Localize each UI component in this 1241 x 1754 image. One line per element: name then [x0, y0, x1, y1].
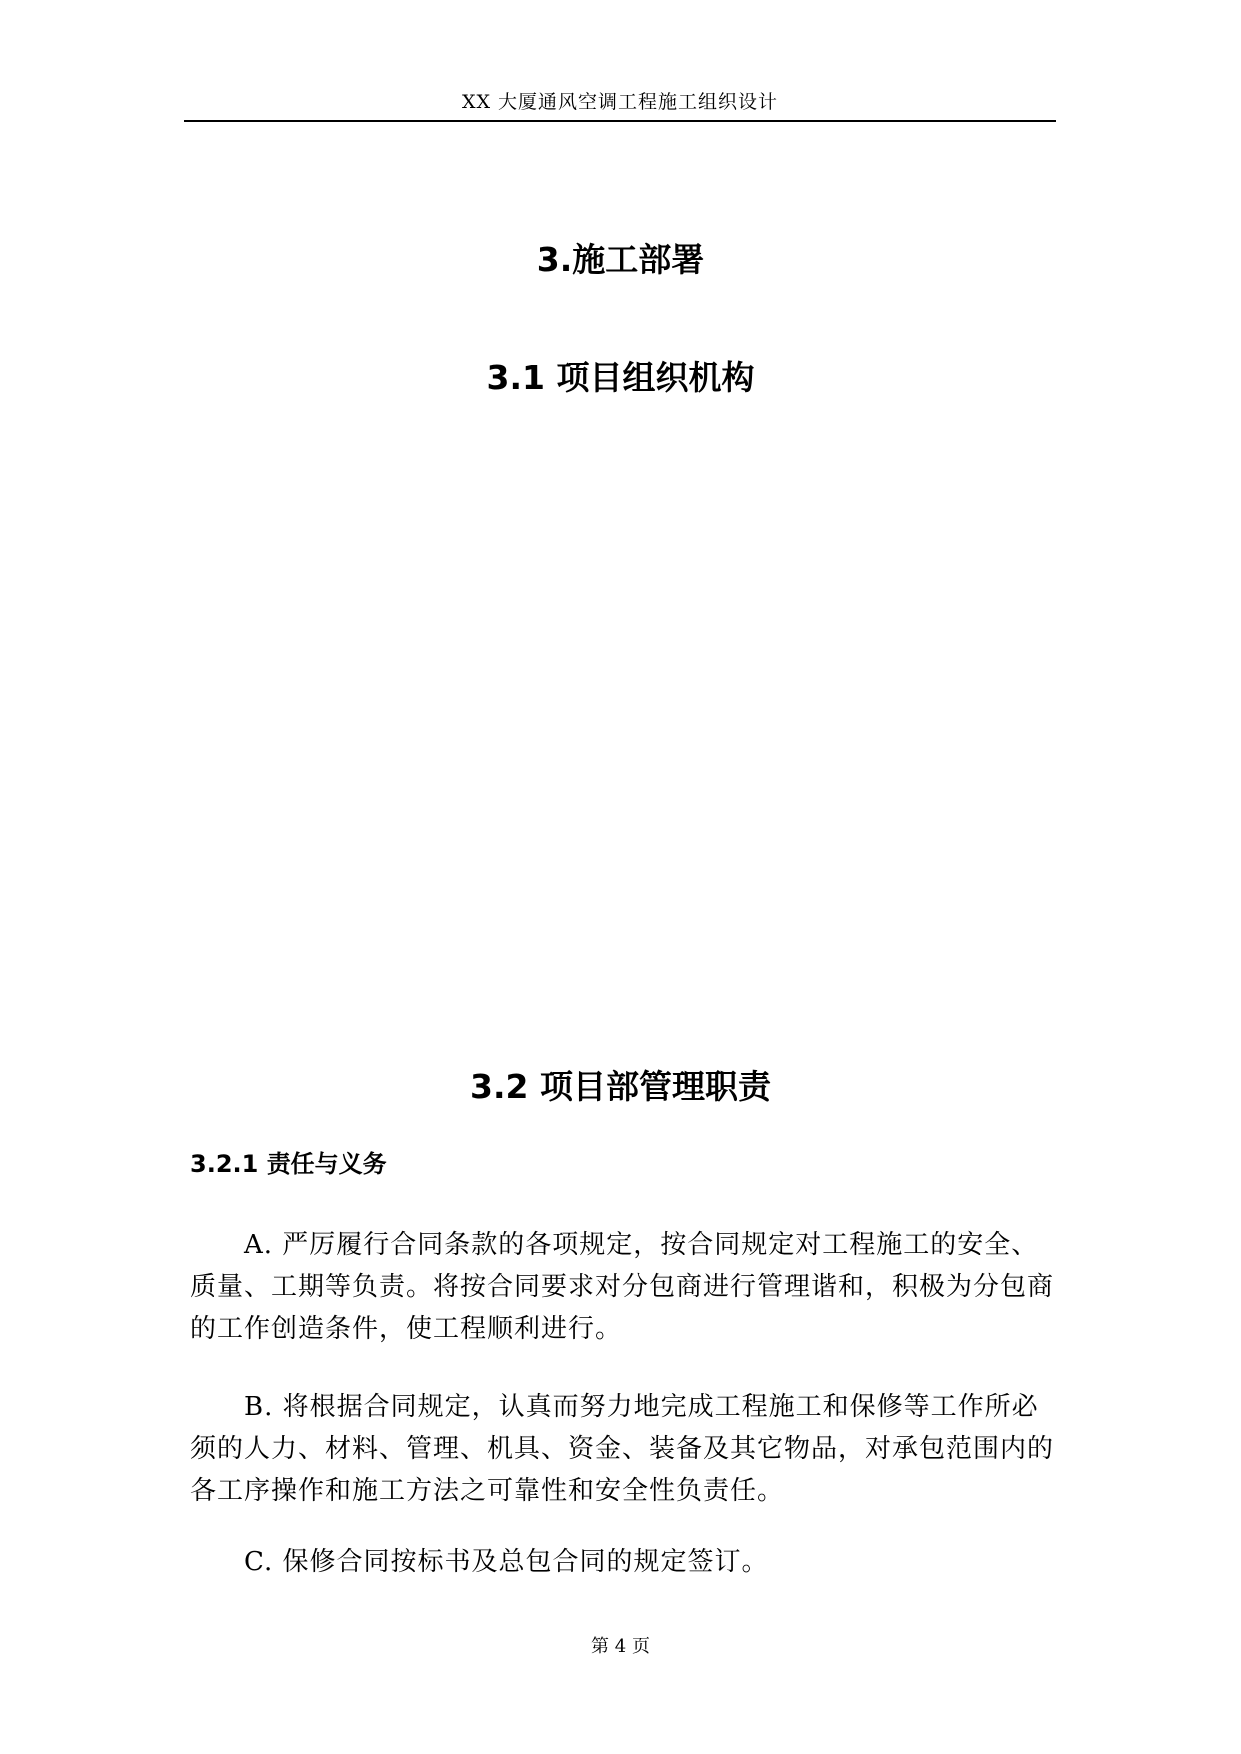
page-header — [184, 88, 1056, 122]
paragraph-line: 的工作创造条件，使工程顺利进行。 — [190, 1314, 623, 1344]
paragraph-c — [190, 1541, 1058, 1583]
paragraph-a — [190, 1224, 1058, 1350]
section-title-3-2: 3.2 项目部管理职责 — [470, 1067, 771, 1106]
paragraph-line: A. 严厉履行合同条款的各项规定，按合同规定对工程施工的安全、 — [244, 1230, 1039, 1260]
page-number: 第 4 页 — [591, 1636, 650, 1657]
paragraph-line: 须的人力、材料、管理、机具、资金、装备及其它物品，对承包范围内的 — [190, 1434, 1055, 1464]
paragraph-line: 质量、工期等负责。将按合同要求对分包商进行管理谐和，积极为分包商 — [190, 1272, 1055, 1302]
header-title: XX 大厦通风空调工程施工组织设计 — [461, 91, 779, 113]
paragraph-line: B. 将根据合同规定，认真而努力地完成工程施工和保修等工作所必 — [244, 1392, 1039, 1422]
chapter-title: 3.施工部署 — [536, 240, 705, 279]
subsection-title-3-2-1: 3.2.1 责任与义务 — [190, 1150, 387, 1178]
paragraph-line: 各工序操作和施工方法之可靠性和安全性负责任。 — [190, 1476, 785, 1506]
paragraph-b — [190, 1386, 1058, 1512]
paragraph-line: C. 保修合同按标书及总包合同的规定签订。 — [244, 1547, 769, 1577]
section-title-3-1: 3.1 项目组织机构 — [486, 358, 755, 397]
